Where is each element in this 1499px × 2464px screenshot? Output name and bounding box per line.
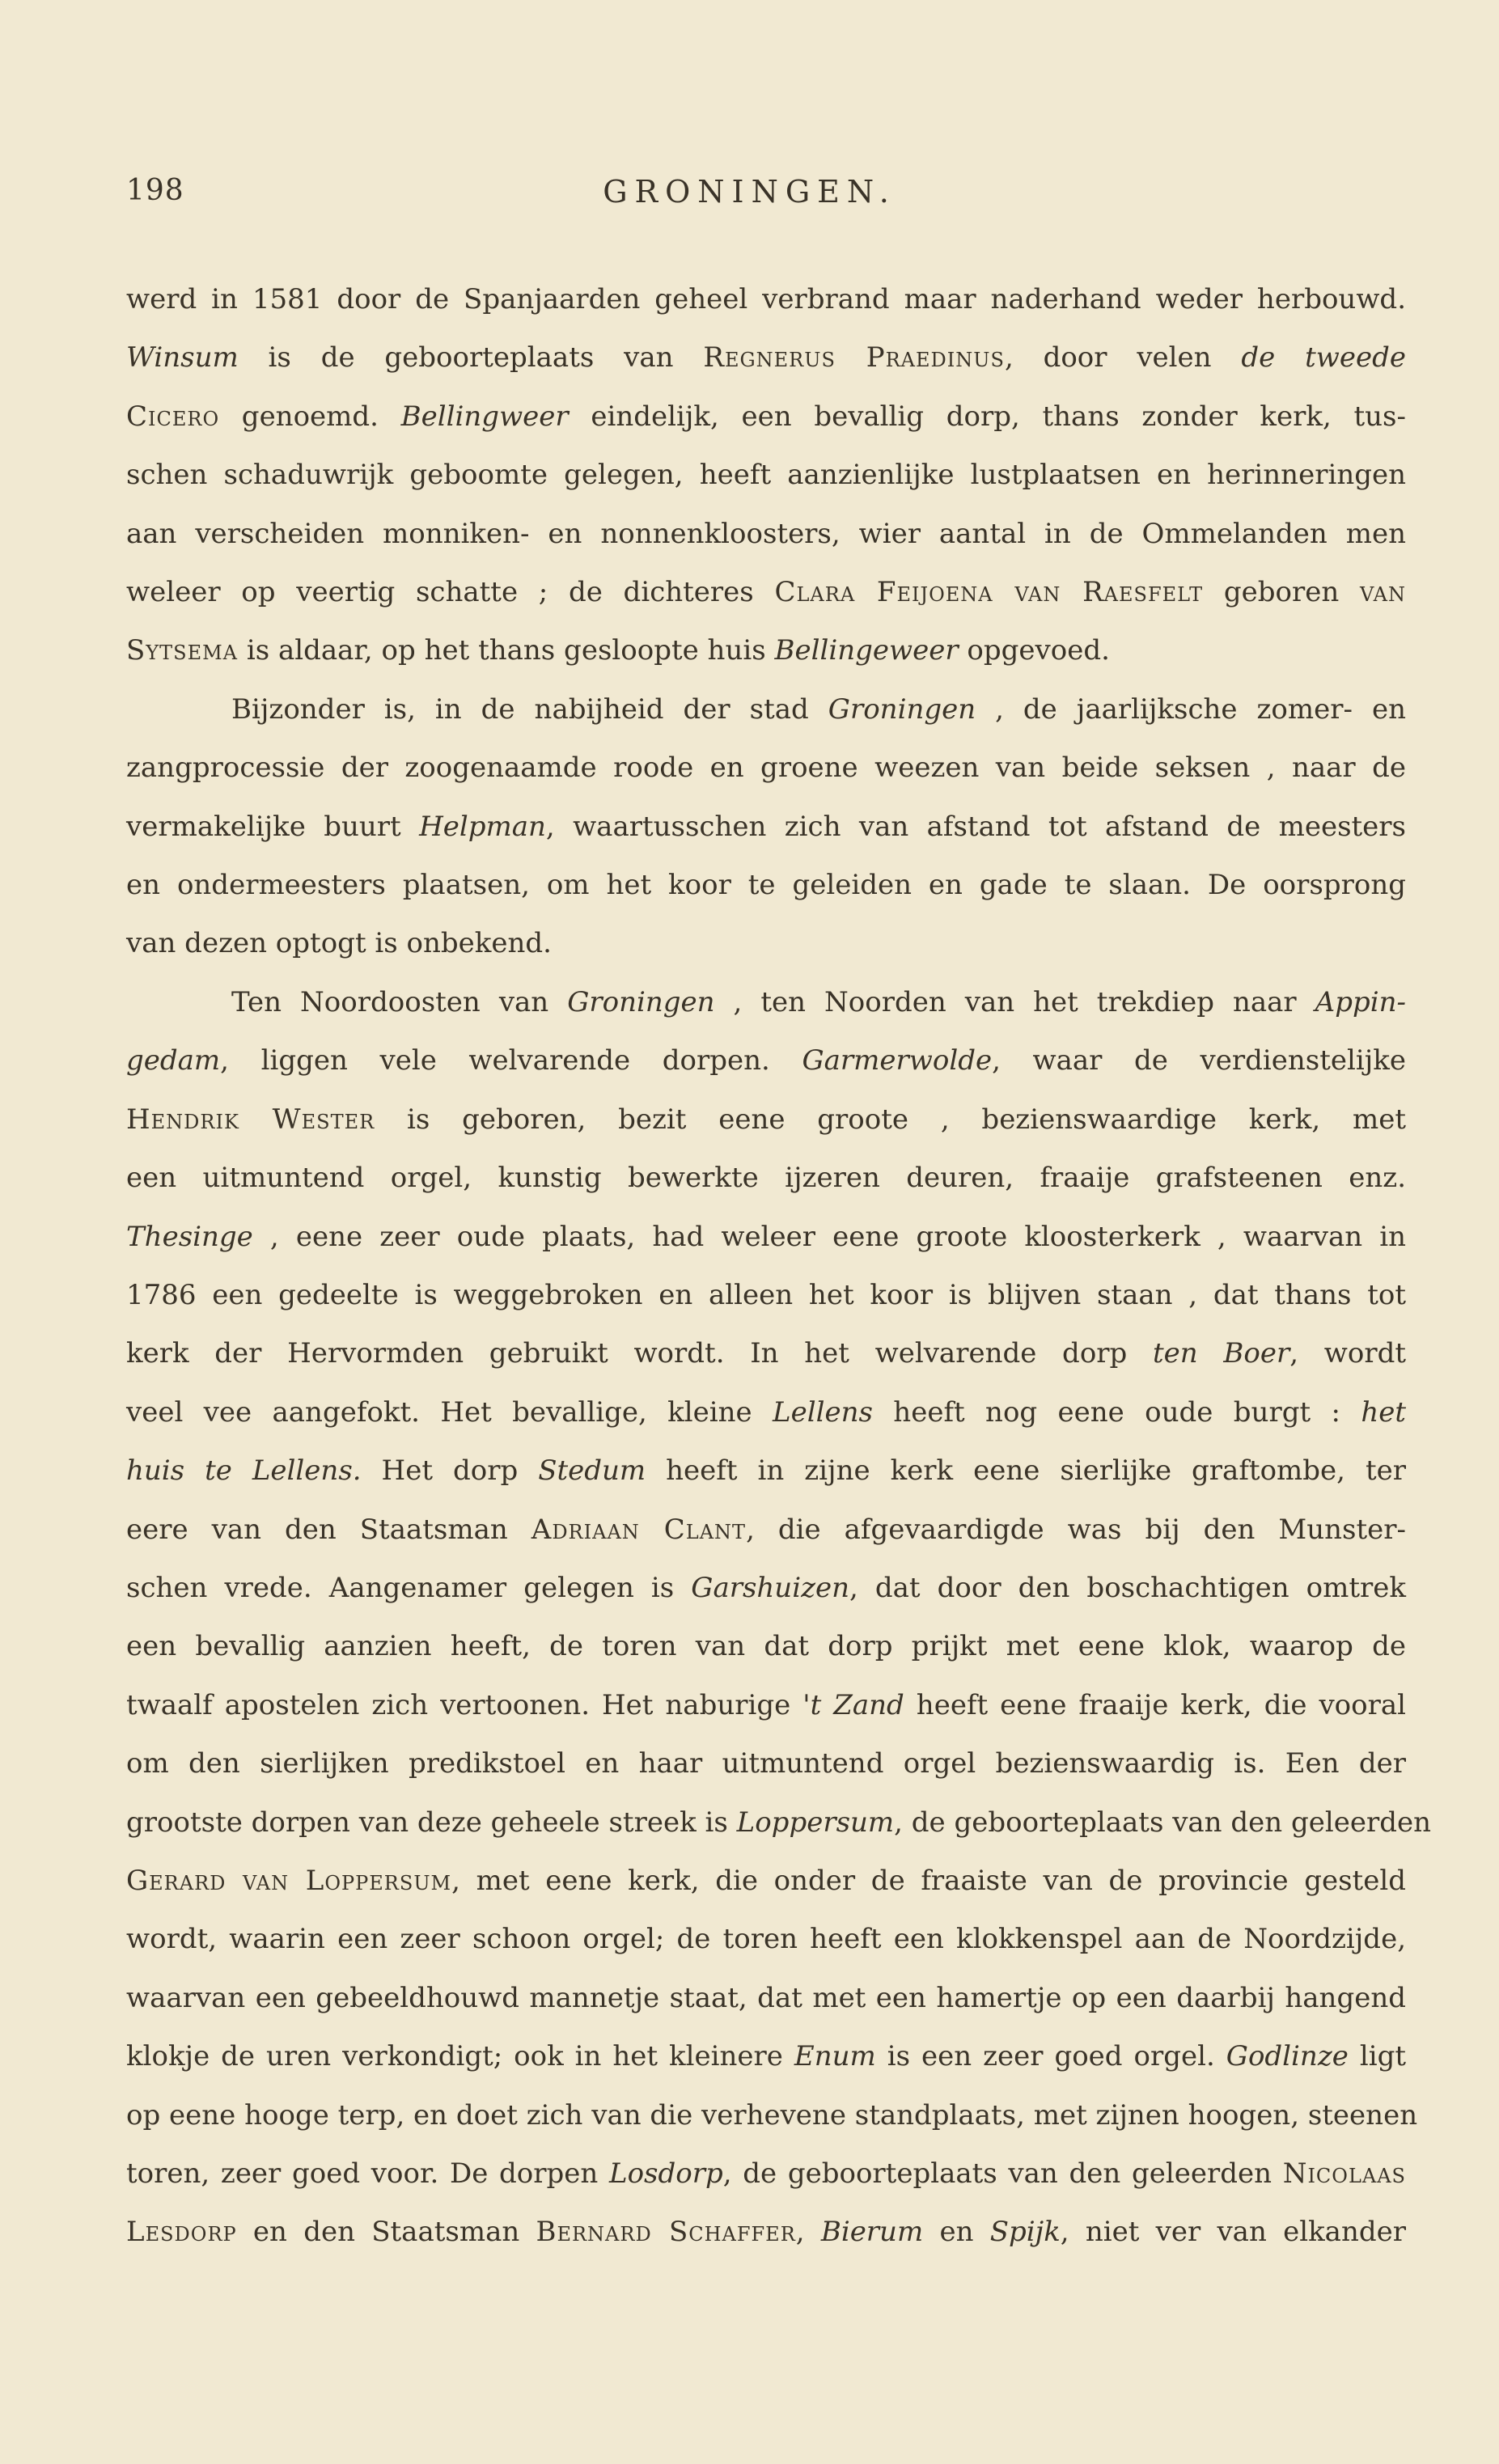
text-line [126, 2027, 1406, 2085]
italic-text: Bierum [820, 2216, 924, 2249]
text-run: vermakelijke buurt [126, 810, 420, 843]
italic-text: Garshuizen [691, 1571, 850, 1604]
text-run: , [795, 2216, 821, 2249]
text-run: heeft eene fraaije kerk, die vooral [904, 1688, 1407, 1721]
text-run: werd in 1581 door de Spanjaarden geheel verbrand maar naderhand weder herbouwd. [126, 283, 1406, 315]
text-line [126, 1910, 1406, 1968]
text-run: is geboren, bezit eene groote , bezienswaardige kerk, met [375, 1103, 1406, 1136]
text-run: , die afgevaardigde was bij den Munster- [746, 1513, 1406, 1546]
text-line [126, 1501, 1406, 1559]
text-run: is aldaar, op het thans gesloopte huis [238, 634, 775, 667]
small-caps-name: Sytsema [126, 634, 239, 667]
text-line [126, 505, 1406, 563]
page-header [0, 174, 1499, 222]
small-caps-name: Lesdorp [126, 2216, 237, 2249]
text-run: waarvan een gebeeldhouwd mannetje staat, dat met een hamertje op een daarbij hangend [126, 1981, 1406, 2014]
text-run: een uitmuntend orgel, kunstig bewerkte ijzeren deuren, fraaije grafsteenen enz. [126, 1162, 1406, 1195]
text-run: , ten Noorden van het trekdiep naar [714, 985, 1315, 1018]
text-run: , eene zeer oude plaats, had weleer eene groote kloosterkerk , waarvan in [252, 1220, 1406, 1253]
text-run: op eene hooge terp, en doet zich van die verhevene standplaats, met zijnen hoogen, steenen [126, 2098, 1418, 2132]
small-caps-name: Hendrik Wester [126, 1103, 375, 1136]
italic-text: Godlinze [1226, 2040, 1349, 2073]
text-line [126, 387, 1406, 446]
italic-text: Garmerwolde [802, 1044, 993, 1077]
text-run: twaalf apostelen zich vertoonen. Het naburige [126, 1688, 803, 1721]
text-run: , wordt [1289, 1337, 1406, 1370]
text-run: en den Staatsman [236, 2216, 536, 2249]
text-run: , dat door den boschachtigen omtrek [849, 1571, 1406, 1604]
paragraph [126, 270, 1406, 680]
small-caps-name: Clara Feijoena van Raesfelt [774, 576, 1204, 609]
italic-text: de tweede [1241, 341, 1407, 375]
text-run: klokje de uren verkondigt; ook in het kleinere [126, 2040, 794, 2073]
small-caps-name: Cicero [126, 400, 220, 433]
text-run: aan verscheiden monniken- en nonnenkloosters, wier aantal in de Ommelanden men [126, 517, 1406, 550]
text-run: grootste dorpen van deze geheele streek is [126, 1806, 737, 1839]
text-run: weleer op veertig schatte ; de dichteres [126, 576, 775, 609]
italic-text: Groningen [567, 985, 715, 1018]
italic-text: Appin- [1315, 985, 1406, 1018]
text-run: Bijzonder is, in de nabijheid der stad [231, 692, 828, 726]
italic-text: Helpman [419, 810, 546, 843]
running-title: GRONINGEN. [603, 174, 896, 210]
text-line [126, 739, 1406, 797]
text-line [126, 563, 1406, 621]
text-run: om den sierlijken predikstoel en haar uitmuntend orgel bezienswaardig is. Een der [126, 1747, 1406, 1780]
text-line [126, 1734, 1406, 1793]
italic-text: ten Boer [1153, 1337, 1290, 1370]
text-run: en [923, 2216, 990, 2249]
text-line [126, 1676, 1406, 1734]
paragraph [126, 973, 1432, 2262]
text-run: , waar de verdienstelijke [992, 1044, 1406, 1077]
text-run: , de jaarlijksche zomer- en [976, 692, 1406, 726]
italic-text: Loppersum [736, 1806, 895, 1839]
small-caps-name: Regnerus Praedinus [703, 341, 1005, 375]
text-line [126, 1266, 1406, 1324]
text-line [126, 1324, 1406, 1382]
text-run: , niet ver van elkander [1060, 2216, 1406, 2249]
text-line [126, 1617, 1406, 1675]
text-line [126, 446, 1406, 504]
text-run: eere van den Staatsman [126, 1513, 531, 1546]
text-run: wordt, waarin een zeer schoon orgel; de toren heeft een klokkenspel aan de Noordzijde, [126, 1923, 1406, 1956]
italic-text: gedam [126, 1044, 221, 1077]
italic-text: Groningen [828, 692, 976, 726]
text-line [126, 798, 1406, 856]
small-caps-name: Nicolaas [1282, 2157, 1406, 2190]
text-line [126, 1793, 1432, 1852]
text-line [126, 1852, 1406, 1910]
paragraph [126, 680, 1406, 973]
text-run: is een zeer goed orgel. [875, 2040, 1226, 2073]
text-run: eindelijk, een bevallig dorp, thans zonder kerk, tus- [568, 400, 1406, 433]
text-run: en ondermeesters plaatsen, om het koor te geleiden en gade te slaan. De oorsprong [126, 869, 1406, 902]
text-run: geboren [1203, 576, 1360, 609]
italic-text: Spijk [989, 2216, 1061, 2249]
text-run: ligt [1348, 2040, 1406, 2073]
text-run: veel vee aangefokt. Het bevallige, kleine [126, 1395, 773, 1429]
text-line [126, 621, 1406, 680]
text-line [126, 328, 1406, 387]
text-line [126, 1149, 1406, 1207]
text-run: is de geboorteplaats van [238, 341, 704, 375]
italic-text: Thesinge [126, 1220, 253, 1253]
italic-text: Enum [794, 2040, 876, 2073]
text-run: , met eene kerk, die onder de fraaiste van de provincie gesteld [451, 1864, 1406, 1897]
text-line [126, 1383, 1406, 1442]
text-line [126, 2203, 1406, 2261]
text-line [126, 973, 1406, 1031]
text-run: 1786 een gedeelte is weggebroken en alleen het koor is blijven staan , dat thans tot [126, 1278, 1406, 1311]
text-line [126, 1442, 1406, 1500]
text-line [126, 1969, 1406, 2027]
italic-text: Winsum [126, 341, 239, 375]
italic-text: 't Zand [802, 1688, 904, 1721]
text-line [126, 680, 1406, 739]
text-line [126, 1090, 1406, 1149]
text-run: , de geboorteplaats van den geleerden [894, 1806, 1432, 1839]
text-line [126, 856, 1406, 914]
text-run: , waartusschen zich van afstand tot afstand de meesters [545, 810, 1407, 843]
text-run: , liggen vele welvarende dorpen. [220, 1044, 802, 1077]
text-line [126, 270, 1406, 328]
italic-text: huis te Lellens. [126, 1454, 362, 1488]
text-run: , door velen [1004, 341, 1242, 375]
text-run: toren, zeer goed voor. De dorpen [126, 2157, 609, 2190]
small-caps-name: Gerard van Loppersum [126, 1864, 452, 1897]
small-caps-name: van [1359, 576, 1406, 609]
text-line [126, 2086, 1418, 2144]
text-run: schen schaduwrijk geboomte gelegen, heeft aanzienlijke lustplaatsen en herinneringen [126, 459, 1406, 492]
text-run: Het dorp [361, 1454, 539, 1488]
text-run: kerk der Hervormden gebruikt wordt. In het welvarende dorp [126, 1337, 1154, 1370]
text-line [126, 2144, 1406, 2203]
small-caps-name: Bernard Schaffer [536, 2216, 796, 2249]
text-run: heeft in zijne kerk eene sierlijke graftombe, ter [646, 1454, 1406, 1488]
text-run: een bevallig aanzien heeft, de toren van dat dorp prijkt met eene klok, waarop de [126, 1630, 1406, 1663]
text-run: heeft nog eene oude burgt : [872, 1395, 1361, 1429]
text-run: van dezen optogt is onbekend. [126, 927, 552, 960]
text-run: , de geboorteplaats van den geleerden [722, 2157, 1283, 2190]
body-text [126, 270, 1432, 2262]
italic-text: Losdorp [609, 2157, 723, 2190]
italic-text: het [1361, 1395, 1406, 1429]
small-caps-name: Adriaan Clant [531, 1513, 747, 1546]
italic-text: Bellingeweer [774, 634, 959, 667]
text-line [126, 914, 1406, 972]
italic-text: Bellingweer [400, 400, 569, 433]
text-line [126, 1208, 1406, 1266]
text-run: Ten Noordoosten van [231, 985, 568, 1018]
text-run: schen vrede. Aangenamer gelegen is [126, 1571, 692, 1604]
italic-text: Stedum [538, 1454, 646, 1488]
page-number: 198 [126, 174, 184, 207]
text-line [126, 1559, 1406, 1617]
text-run: opgevoed. [958, 634, 1110, 667]
text-line [126, 1031, 1406, 1090]
text-run: zangprocessie der zoogenaamde roode en groene weezen van beide seksen , naar de [126, 751, 1406, 785]
italic-text: Lellens [773, 1395, 873, 1429]
text-run: genoemd. [219, 400, 401, 433]
